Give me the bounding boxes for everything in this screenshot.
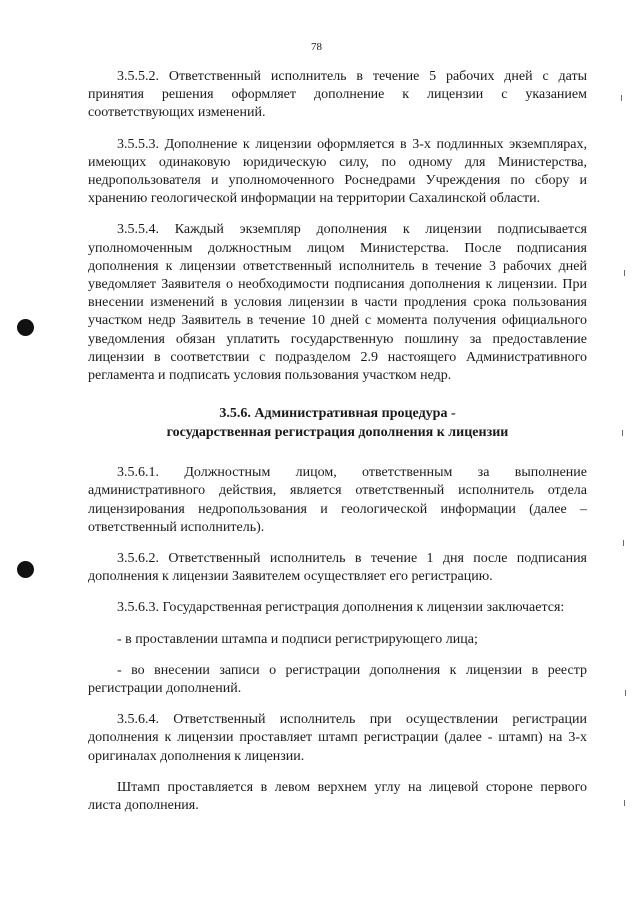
scan-mark xyxy=(624,800,625,806)
paragraph-stamp-placement: Штамп проставляется в левом верхнем углу на лицевой стороне первого листа дополнения. xyxy=(88,779,587,814)
scan-mark xyxy=(622,430,623,436)
scan-mark xyxy=(624,270,625,276)
paragraph-3-5-5-4: 3.5.5.4. Каждый экземпляр дополнения к лицензии подписывается уполномоченным должностным лицом Министерства. После подписания дополнения к лицензии ответственный исполнитель в течение 3 рабочих дней уведомляет Заявителя о необходимости подписания дополнения к лицензии. При внесении изменений в условия лицензии в части продления срока пользования участком недр Заявитель в течение 10 дней с момента получения официального уведомления обязан уплатить государственную пошлину за предоставление лицензии в соответствии с подразделом 2.9 настоящего Административного регламента и подписать условия пользования участком недр. xyxy=(88,222,587,384)
list-item-registry: - во внесении записи о регистрации дополнения к лицензии в реестр регистрации дополнений. xyxy=(88,662,587,697)
punch-hole-icon xyxy=(17,561,34,578)
document-body xyxy=(88,68,587,828)
page-number: 78 xyxy=(311,41,322,53)
scan-mark xyxy=(625,690,626,696)
section-heading xyxy=(88,405,587,442)
scan-mark xyxy=(621,95,622,101)
section-heading-line-1: 3.5.6. Административная процедура - xyxy=(219,406,456,422)
paragraph-3-5-6-3: 3.5.6.3. Государственная регистрация дополнения к лицензии заключается: xyxy=(117,600,565,616)
paragraph-3-5-6-1: 3.5.6.1. Должностным лицом, ответственным за выполнение административного действия, является ответственный исполнитель отдела лицензирования недропользования и геологической информации (далее – ответственный исполнитель). xyxy=(88,465,587,535)
paragraph-3-5-6-4: 3.5.6.4. Ответственный исполнитель при осуществлении регистрации дополнения к лицензии проставляет штамп регистрации (далее - штамп) на 3-х оригиналах дополнения к лицензии. xyxy=(88,712,587,764)
paragraph-3-5-5-2: 3.5.5.2. Ответственный исполнитель в течение 5 рабочих дней с даты принятия решения оформляет дополнение к лицензии с указанием соответствующих изменений. xyxy=(88,69,587,121)
punch-hole-icon xyxy=(17,319,34,336)
scan-mark xyxy=(623,540,624,546)
section-heading-line-2: государственная регистрация дополнения к лицензии xyxy=(166,424,509,440)
paragraph-3-5-6-2: 3.5.6.2. Ответственный исполнитель в течение 1 дня после подписания дополнения к лицензии Заявителем осуществляет его регистрацию. xyxy=(88,551,587,585)
list-item-stamp: - в проставлении штампа и подписи регистрирующего лица; xyxy=(117,631,478,647)
paragraph-3-5-5-3: 3.5.5.3. Дополнение к лицензии оформляется в 3-х подлинных экземплярах, имеющих одинаковую юридическую силу, по одному для Министерства, недропользователя и уполномоченного Роснедрами Учреждения по сбору и хранению геологической информации на территории Сахалинской области. xyxy=(88,136,587,207)
